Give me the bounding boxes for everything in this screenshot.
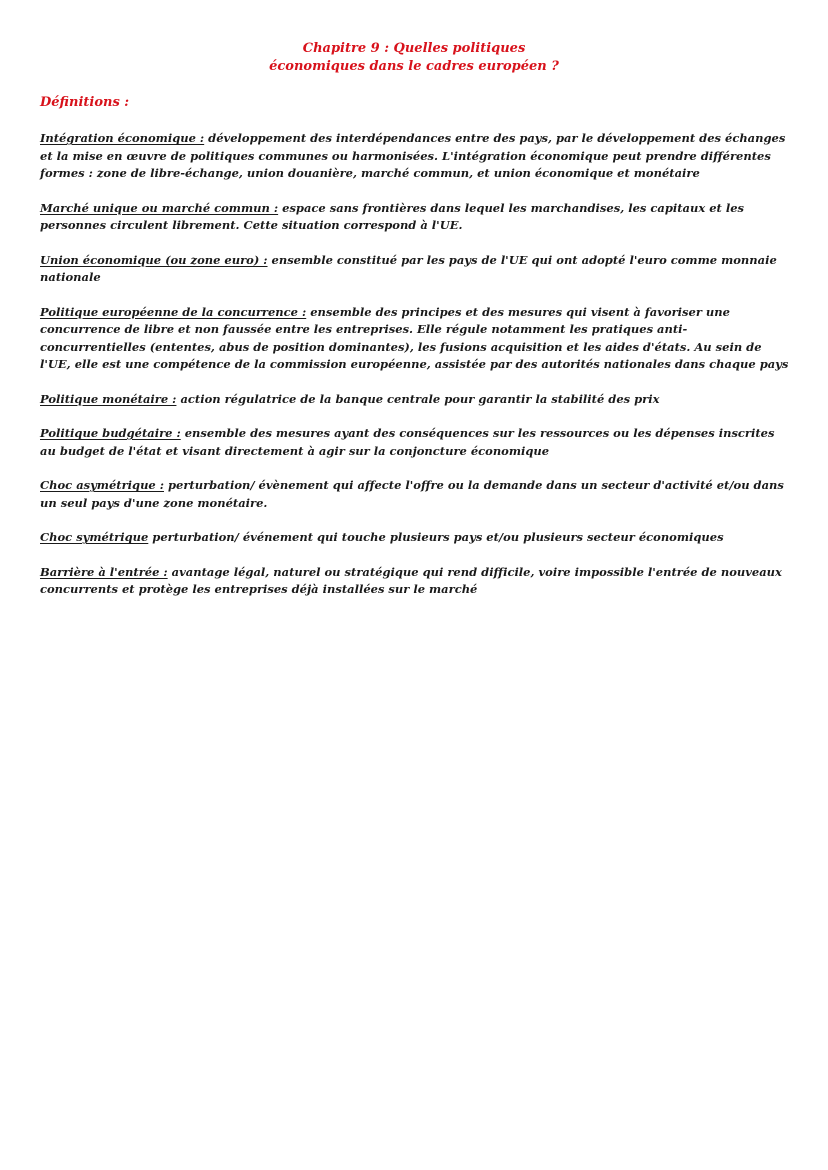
definition-text: ensemble des principes et des mesures qui visent à favoriser une concurrence de libre et non faussée entre les entreprises. Elle régule notamment les pratiques anti-concurrentielles (ententes, abus de position dominantes), les fusions acquisition et les aides d'états. Au sein de l'UE, elle est une compétence de la commission européenne, assistée par des autorités nationales dans chaque pays (40, 304, 789, 371)
definition-integration-economique (40, 130, 792, 183)
definitions-heading: Définitions : (40, 95, 130, 110)
definition-text: ensemble constitué par les pays de l'UE qui ont adopté l'euro comme monnaie nationale (40, 252, 777, 284)
definition-text: perturbation/ événement qui touche plusieurs pays et/ou plusieurs secteur économiques (148, 530, 724, 544)
chapter-title-line-2: économiques dans le cadres européen ? (269, 59, 559, 74)
definition-text: perturbation/ évènement qui affecte l'offre ou la demande dans un secteur d'activité et/ou dans un seul pays d'une zone monétaire. (40, 478, 784, 510)
definition-text: action régulatrice de la banque centrale pour garantir la stabilité des prix (176, 391, 660, 406)
definition-term: Politique budgétaire : (40, 426, 181, 440)
definition-term: Barrière à l'entrée : (40, 564, 168, 579)
definition-politique-monetaire (40, 391, 792, 409)
definition-barriere-entree (40, 564, 792, 599)
definition-text: avantage légal, naturel ou stratégique qui rend difficile, voire impossible l'entrée de nouveaux concurrents et protège les entreprises déjà installées sur le marché (40, 564, 782, 596)
definition-marche-unique (40, 200, 792, 235)
definition-term: Choc asymétrique : (40, 478, 164, 492)
definition-text: espace sans frontières dans lequel les marchandises, les capitaux et les personnes circulent librement. Cette situation correspond à l'UE. (40, 200, 744, 232)
definition-politique-budgetaire (40, 425, 792, 460)
definition-text: ensemble des mesures ayant des conséquences sur les ressources ou les dépenses inscrites au budget de l'état et visant directement à agir sur la conjoncture économique (40, 426, 775, 458)
definition-term: Intégration économique : (40, 131, 205, 145)
definition-term: Marché unique ou marché commun : (40, 200, 279, 215)
definition-term: Choc symétrique (40, 530, 149, 544)
definition-politique-concurrence (40, 304, 792, 374)
chapter-title-line-1: Chapitre 9 : Quelles politiques (302, 41, 526, 56)
definition-term: Politique monétaire : (40, 391, 177, 406)
definition-text: développement des interdépendances entre des pays, par le développement des échanges et la mise en œuvre de politiques communes ou harmonisées. L'intégration économique peut prendre différentes formes : zone de libre-échange, union douanière, marché commun, et union économique et monétaire (40, 131, 786, 180)
definition-union-economique (40, 252, 792, 287)
definitions-list (40, 130, 792, 616)
definition-choc-asymetrique (40, 477, 792, 512)
definition-choc-symetrique (40, 529, 792, 547)
definition-term: Politique européenne de la concurrence : (40, 304, 307, 319)
definition-term: Union économique (ou zone euro) : (40, 252, 268, 267)
